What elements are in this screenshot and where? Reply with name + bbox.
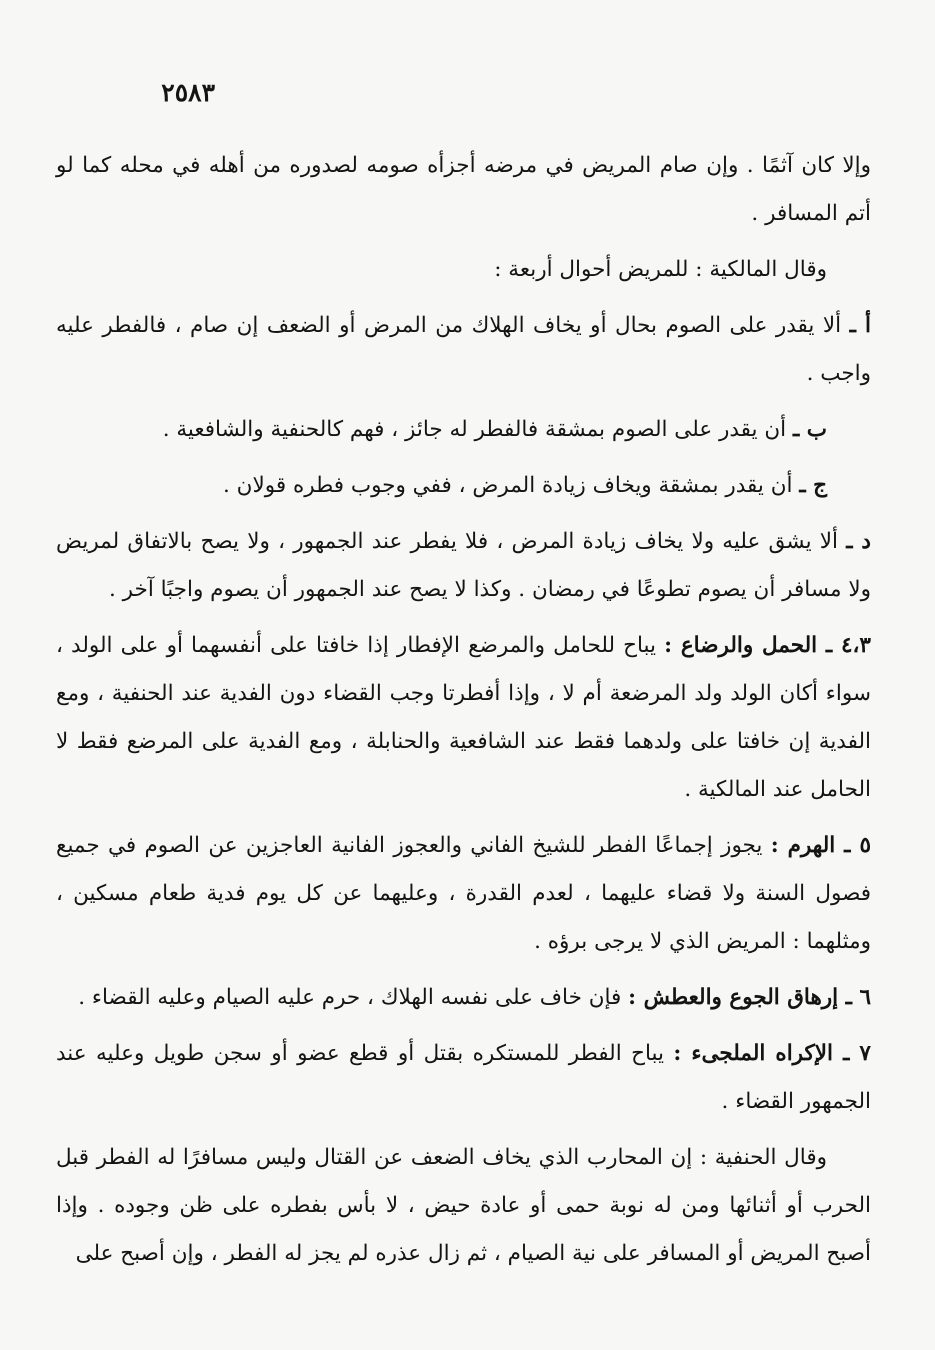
section-old-age: [56, 822, 871, 966]
paragraph-hanafi: [56, 1134, 871, 1278]
item-label: ب ـ: [792, 417, 827, 442]
section-pregnancy-nursing: [56, 622, 871, 814]
section-heading: ٧ ـ الإكراه الملجىء :: [673, 1041, 871, 1066]
section-coercion: [56, 1030, 871, 1126]
paragraph-1: [56, 142, 871, 238]
section-heading: ٤،٣ ـ الحمل والرضاع :: [664, 633, 871, 658]
item-label: د ـ: [846, 529, 871, 554]
item-label: ج ـ: [799, 473, 827, 498]
paragraph-text: وإلا كان آثمًا . وإن صام المريض في مرضه أجزأه صومه لصدوره من أهله في محله كما لو أتم المسافر .: [56, 153, 871, 226]
list-item-jim: [56, 462, 871, 510]
section-text: فإن خاف على نفسه الهلاك ، حرم عليه الصيام وعليه القضاء .: [78, 985, 622, 1010]
item-label: أ ـ: [849, 313, 871, 338]
paragraph-text: وقال المالكية : للمريض أحوال أربعة :: [494, 257, 827, 282]
list-item-ba: [56, 406, 871, 454]
item-text: ألا يقدر على الصوم بحال أو يخاف الهلاك من المرض أو الضعف إن صام ، فالفطر عليه واجب .: [56, 313, 871, 386]
page-number: ٢٥٨٣: [161, 78, 215, 107]
section-text: يباح الفطر للمستكره بقتل أو قطع عضو أو سجن طويل وعليه عند الجمهور القضاء .: [56, 1041, 871, 1114]
section-text: يجوز إجماعًا الفطر للشيخ الفاني والعجوز الفانية العاجزين عن الصوم في جميع فصول السنة ولا قضاء عليهما ، لعدم القدرة ، وعليهما عن كل يوم فدية طعام مسكين ، ومثلهما : المريض الذي لا يرجى برؤه .: [56, 833, 871, 954]
section-text: يباح للحامل والمرضع الإفطار إذا خافتا على أنفسهما أو على الولد ، سواء أكان الولد ولد المرضعة أم لا ، وإذا أفطرتا وجب القضاء دون الفدية عند الحنفية ، ومع الفدية إن خافتا على ولدهما فقط عند الشافعية والحنابلة ، ومع الفدية على المرضع فقط لا الحامل عند المالكية .: [56, 633, 871, 802]
paragraph-maliki-intro: [56, 246, 871, 294]
list-item-dal: [56, 518, 871, 614]
section-hunger-thirst: [56, 974, 871, 1022]
page-body: [56, 142, 871, 1286]
section-heading: ٦ ـ إرهاق الجوع والعطش :: [628, 985, 871, 1010]
item-text: أن يقدر بمشقة ويخاف زيادة المرض ، ففي وجوب فطره قولان .: [223, 473, 793, 498]
paragraph-text: وقال الحنفية : إن المحارب الذي يخاف الضعف عن القتال وليس مسافرًا له الفطر قبل الحرب أو أثنائها ومن له نوبة حمى أو عادة حيض ، لا بأس بفطره على ظن وجوده . وإذا أصبح المريض أو المسافر على نية الصيام ، ثم زال عذره لم يجز له الفطر ، وإن أصبح على: [56, 1145, 871, 1266]
item-text: ألا يشق عليه ولا يخاف زيادة المرض ، فلا يفطر عند الجمهور ، ولا يصح بالاتفاق لمريض ولا مسافر أن يصوم تطوعًا في رمضان . وكذا لا يصح عند الجمهور أن يصوم واجبًا آخر .: [56, 529, 871, 602]
item-text: أن يقدر على الصوم بمشقة فالفطر له جائز ، فهم كالحنفية والشافعية .: [162, 417, 787, 442]
list-item-alif: [56, 302, 871, 398]
section-heading: ٥ ـ الهرم :: [770, 833, 871, 858]
